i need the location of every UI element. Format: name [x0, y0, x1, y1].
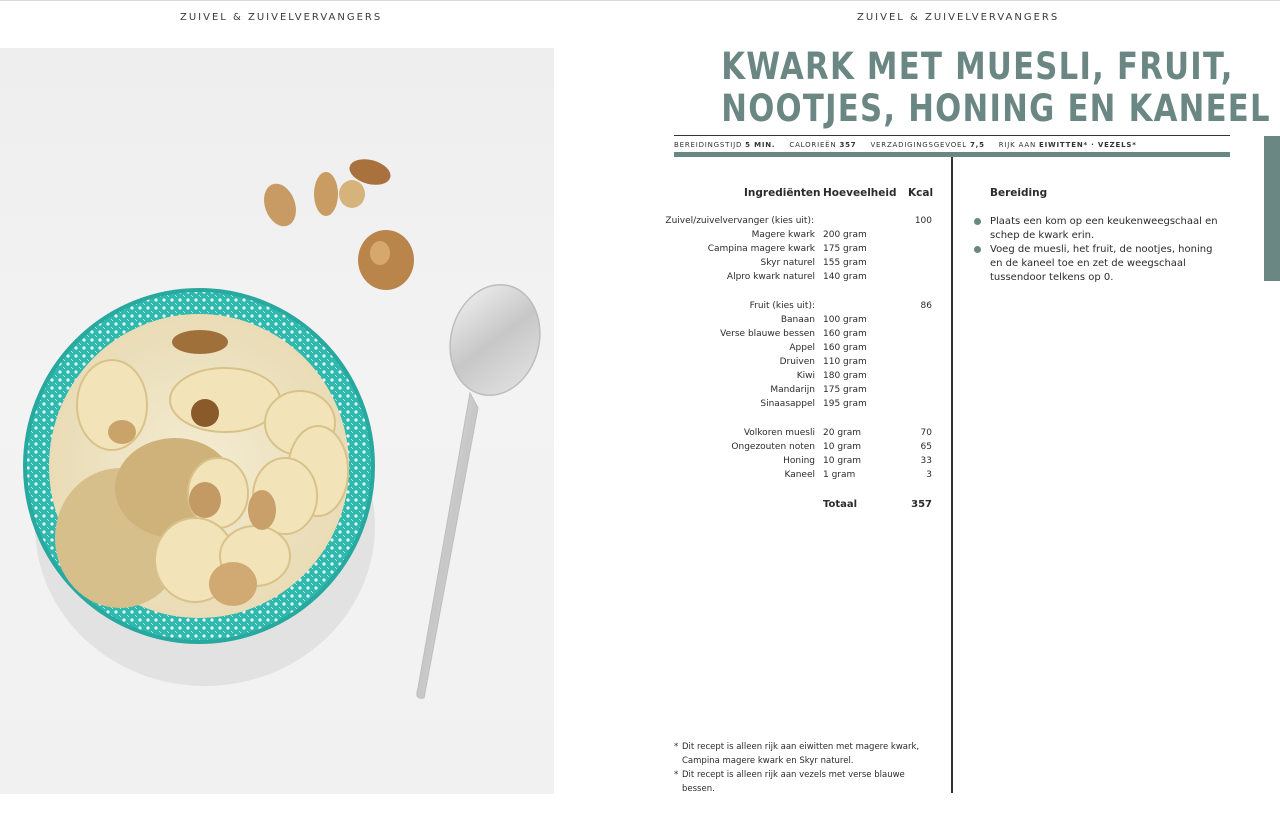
ingredient-row: Zuivel/zuivelvervanger (kies uit): 100 [665, 216, 932, 226]
recipe-photo [0, 48, 554, 794]
ingredient-row: Verse blauwe bessen 160 gram [720, 329, 867, 339]
top-rule [0, 0, 1280, 1]
bowl-illustration [0, 48, 554, 794]
ingredient-row: Skyr naturel 155 gram [760, 258, 867, 268]
preparation-step: Voeg de muesli, het fruit, de nootjes, honing en de kaneel toe en zet de weegschaal tussendoor telkens op 0. [990, 243, 1226, 285]
col-header-ingredient: Ingrediënten [744, 187, 821, 199]
ingredient-row: Banaan 100 gram [780, 315, 867, 325]
chapter-tab [1264, 136, 1280, 281]
footnote: * Dit recept is alleen rijk aan eiwitten met magere kwark, Campina magere kwark en Skyr naturel. [674, 742, 920, 766]
meta-calories: CALORIEËN 357 [789, 141, 857, 149]
ingredient-row: Kiwi 180 gram [796, 371, 867, 381]
total-row [674, 499, 934, 513]
ingredient-row: Ongezouten noten 10 gram 65 [731, 442, 932, 452]
ingredient-row: Appel 160 gram [789, 343, 867, 353]
ingredient-row: Sinaasappel 195 gram [760, 399, 867, 409]
total-value: 357 [911, 499, 932, 510]
col-header-amount: Hoeveelheid [823, 187, 897, 199]
ingredient-row: Volkoren muesli 20 gram 70 [743, 428, 932, 438]
total-label: Totaal [823, 499, 858, 510]
bullet-icon [974, 218, 981, 225]
footnote: * Dit recept is alleen rijk aan vezels met verse blauwe bessen. [674, 770, 905, 794]
recipe-title [721, 45, 1271, 130]
meta-rich-in: RIJK AAN EIWITTEN* · VEZELS* [998, 141, 1137, 149]
ingredient-row: Alpro kwark naturel 140 gram [726, 272, 867, 282]
preparation-step: Plaats een kom op een keukenweegschaal en schep de kwark erin. [990, 215, 1226, 243]
running-header-left: ZUIVEL & ZUIVELVERVANGERS [180, 12, 383, 23]
ingredient-row: Mandarijn 175 gram [770, 385, 867, 395]
column-divider [951, 157, 953, 793]
meta-rule-top [674, 135, 1230, 136]
bullet-icon [974, 246, 981, 253]
ingredient-row: Kaneel 1 gram 3 [784, 470, 932, 480]
running-header-right: ZUIVEL & ZUIVELVERVANGERS [857, 12, 1060, 23]
ingredient-row: Honing 10 gram 33 [783, 456, 932, 466]
ingredient-row: Fruit (kies uit): 86 [749, 301, 932, 311]
recipe-meta-bar [674, 140, 1230, 150]
recipe-title-line2: NOOTJES, HONING EN KANEEL [721, 87, 1271, 130]
col-header-kcal: Kcal [908, 187, 934, 199]
ingredient-row: Druiven 110 gram [779, 357, 867, 367]
ingredient-row: Magere kwark 200 gram [751, 230, 867, 240]
preparation-heading: Bereiding [990, 187, 1048, 199]
meta-prep: BEREIDINGSTIJD 5 MIN. [674, 141, 776, 149]
recipe-title-line1: KWARK MET MUESLI, FRUIT, [721, 45, 1234, 88]
meta-satiety: VERZADIGINGSGEVOEL 7,5 [870, 141, 985, 149]
ingredient-row: Campina magere kwark 175 gram [707, 244, 867, 254]
